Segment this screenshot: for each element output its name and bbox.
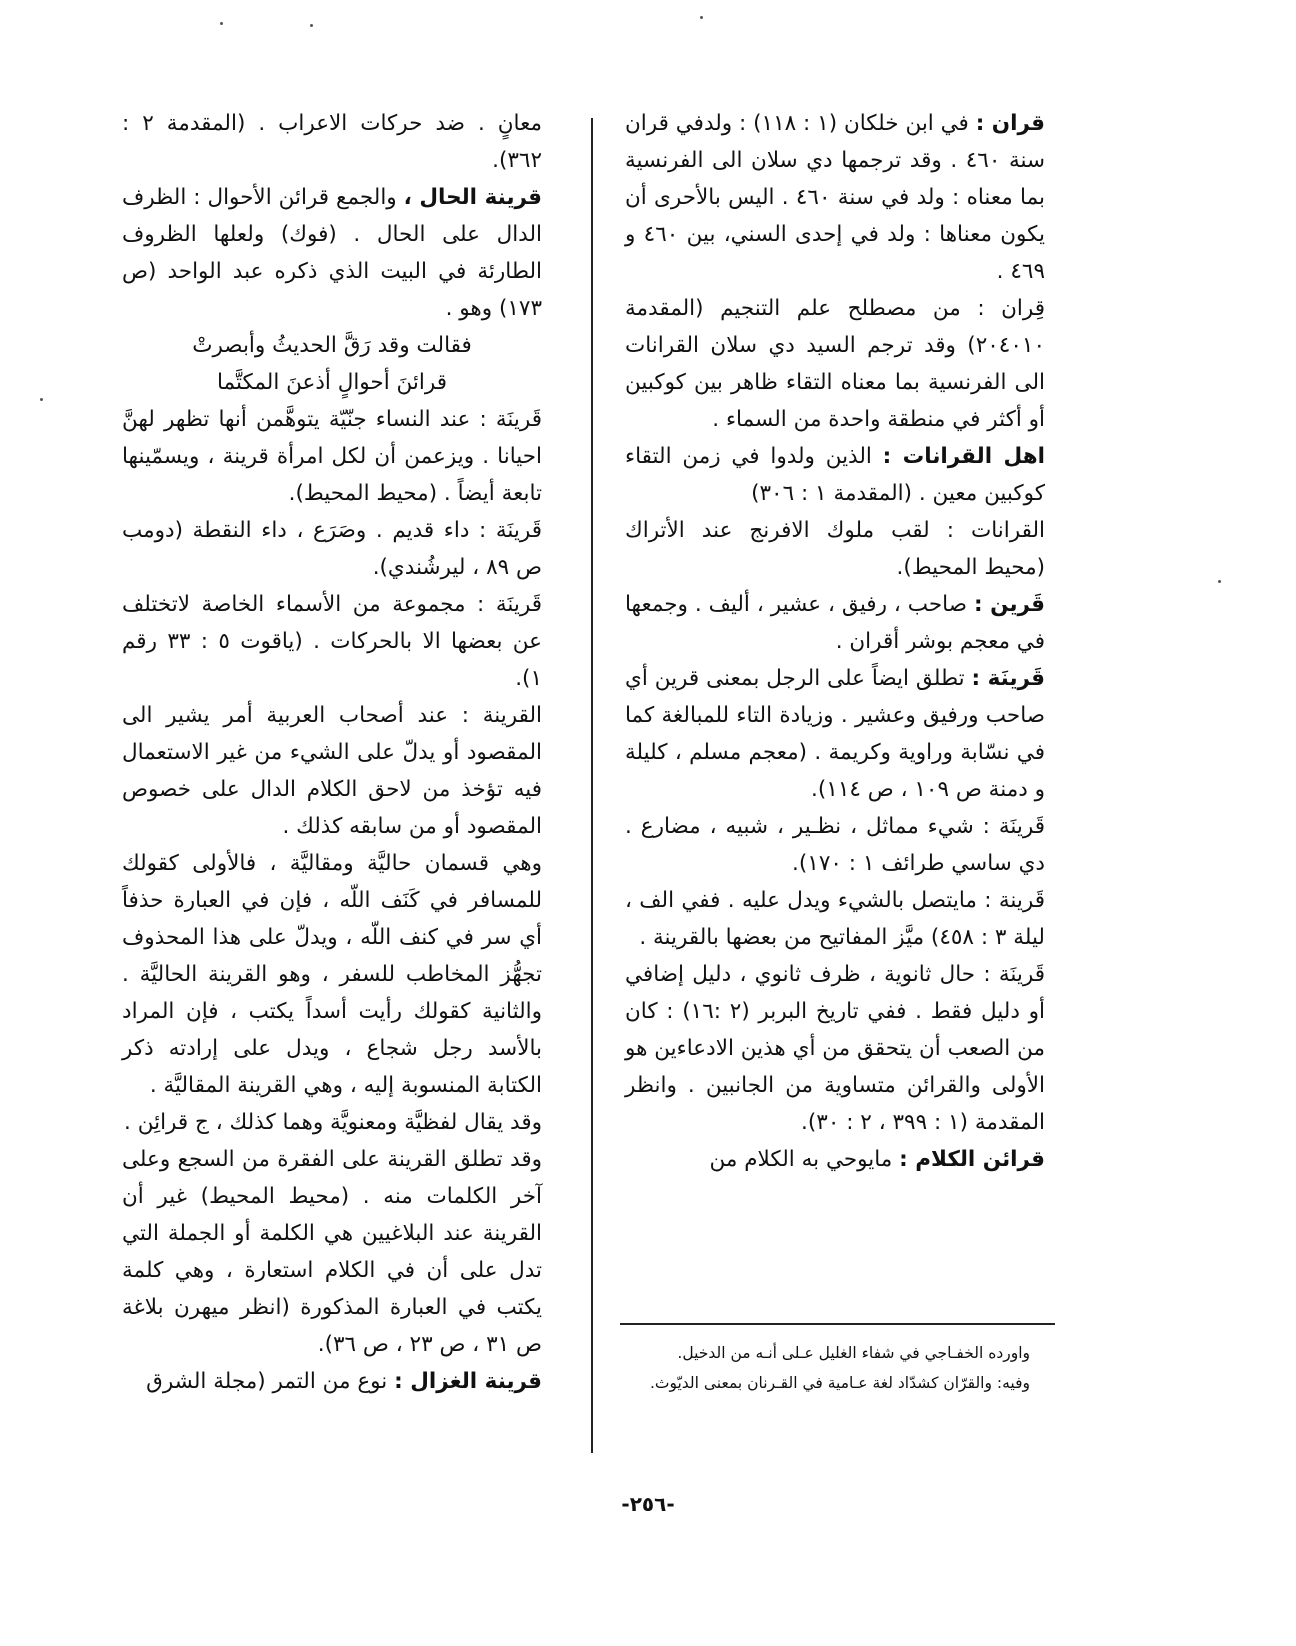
dictionary-entry — [625, 1141, 1045, 1178]
entry-text: قِران : من مصطلح علم التنجيم (المقدمة ٢٠٤٠١٠) وقد ترجم السيد دي سلان القرانات الى الفرنسية بما معناه التقاء ظاهر بين كوكبين أو أكثر في منطقة واحدة من السماء . — [625, 296, 1045, 432]
dictionary-entry — [625, 105, 1045, 290]
entry-text: معانٍ . ضد حركات الاعراب . (المقدمة ٢ : ٣٦٢). — [122, 111, 542, 173]
page-number: -٢٥٦- — [621, 1492, 675, 1516]
entry-text: الذين ولدوا في زمن التقاء كوكبين معين . (المقدمة ١ : ٣٠٦) — [625, 444, 1045, 506]
entry-text: وقد تطلق القرينة على الفقرة من السجع وعلى آخر الكلمات منه . (محيط المحيط) غير أن القرينة عند البلاغيين هي الكلمة أو الجملة التي تدل على أن في الكلام استعارة ، وهي كلمة يكتب في العبارة المذكورة (انظر ميهرن بلاغة ص ٣١ ، ص ٢٣ ، ص ٣٦). — [122, 1147, 542, 1357]
scan-speck — [700, 16, 703, 19]
entry-text: وهي قسمان حاليَّة ومقاليَّة ، فالأولى كقولك للمسافر في كَنَف اللّه ، فإن في العبارة حذفاً أي سر في كنف اللّه ، ويدلّ على هذا المحذوف تجهُّز المخاطب للسفر ، وهو القرينة الحاليَّة . والثانية كقولك رأيت أسداً يكتب ، فإن المراد بالأسد رجل شجاع ، ويدل على إرادته ذكر الكتابة المنسوبة إليه ، وهي القرينة المقاليَّة . — [122, 851, 542, 1098]
entry-text: قَرينَة : مجموعة من الأسماء الخاصة لاتختلف عن بعضها الا بالحركات . (ياقوت ٥ : ٣٣ رقم ١). — [122, 592, 542, 691]
poem-verse: قرائنَ أحوالٍ أذعنَ المكتَّما — [217, 370, 447, 395]
dictionary-entry — [122, 512, 542, 586]
entry-text: قَرينَة : عند النساء جنّيّة يتوهَّمن أنها تظهر لهنَّ احيانا . ويزعمن أن لكل امرأة قرينة ، ويسمّينها تابعة أيضاً . (محيط المحيط). — [122, 407, 542, 506]
dictionary-entry — [122, 697, 542, 845]
entry-text: وقد يقال لفظيَّة ومعنويَّة وهما كذلك ، ج قرائِن . — [124, 1110, 542, 1135]
dictionary-entry — [122, 586, 542, 697]
footnote-rule — [620, 1323, 1055, 1325]
entry-headword: اهل القرانات : — [882, 444, 1045, 469]
entry-headword: قَرينَة : — [971, 666, 1045, 691]
entry-text: تطلق ايضاً على الرجل بمعنى قرين أي صاحب ورفيق وعشير . وزيادة التاء للمبالغة كما في نسّابة وراوية وكريمة . (معجم مسلم ، كليلة و دمنة ص ١٠٩ ، ص ١١٤). — [625, 666, 1045, 802]
dictionary-entry — [122, 401, 542, 512]
entry-text: مايوحي به الكلام من — [709, 1147, 900, 1172]
entry-text: القرانات : لقب ملوك الافرنج عند الأتراك (محيط المحيط). — [625, 518, 1045, 580]
dictionary-entry — [625, 808, 1045, 882]
column-divider — [591, 118, 593, 1453]
footnote: واورده الخفـاجي في شفاء الغليل عـلى أنـه من الدخيل. — [677, 1344, 1030, 1362]
entry-headword: قرائن الكلام : — [899, 1147, 1045, 1172]
dictionary-entry — [122, 105, 542, 179]
right-column — [625, 105, 1045, 1178]
dictionary-entry — [122, 845, 542, 1104]
footnotes — [630, 1338, 1030, 1398]
dictionary-entry — [625, 882, 1045, 956]
entry-text: قَرينَة : داء قديم . وصَرَع ، داء النقطة (دومب ص ٨٩ ، ليرشُندي). — [122, 518, 542, 580]
entry-headword: قَرين : — [973, 592, 1045, 617]
dictionary-entry — [122, 1141, 542, 1363]
dictionary-entry — [625, 660, 1045, 808]
scan-speck — [310, 24, 313, 27]
dictionary-entry — [625, 512, 1045, 586]
entry-text: قَرينة : مايتصل بالشيء ويدل عليه . ففي الف ، ليلة ٣ : ٤٥٨) ميَّز المفاتيح من بعضها بالقرينة . — [625, 888, 1045, 950]
scan-speck — [40, 398, 43, 401]
entry-text: والجمع قرائن الأحوال : الظرف الدال على الحال . (فوك) ولعلها الظروف الطارئة في البيت الذي ذكره عبد الواحد (ص ١٧٣) وهو . — [122, 185, 542, 321]
dictionary-entry — [122, 179, 542, 327]
left-column — [122, 105, 542, 1400]
dictionary-entry — [625, 956, 1045, 1141]
entry-text: في ابن خلكان (١ : ١١٨) : ولدفي قران سنة ٤٦٠ . وقد ترجمها دي سلان الى الفرنسية بما معناه : ولد في سنة ٤٦٠ . اليس بالأحرى أن يكون معناها : ولد في إحدى السني، بين ٤٦٠ و ٤٦٩ . — [625, 111, 1045, 284]
entry-text: القرينة : عند أصحاب العربية أمر يشير الى المقصود أو يدلّ على الشيء من غير الاستعمال فيه تؤخذ من لاحق الكلام الدال على خصوص المقصود أو من سابقه كذلك . — [122, 703, 542, 839]
entry-text: صاحب ، رفيق ، عشير ، أليف . وجمعها في معجم بوشر أقران . — [625, 592, 1045, 654]
entry-text: قَرينَة : شيء مماثل ، نظـير ، شبيه ، مضارع . دي ساسي طرائف ١ : ١٧٠). — [625, 814, 1045, 876]
entry-headword: قرينة الغزال : — [394, 1369, 542, 1394]
entry-text: نوع من التمر (مجلة الشرق — [146, 1369, 395, 1394]
scan-speck — [220, 22, 223, 25]
dictionary-entry — [122, 1363, 542, 1400]
entry-headword: قران : — [975, 111, 1045, 136]
scan-speck — [1218, 580, 1221, 583]
footnote: وفيه: والقرّان كشدّاد لغة عـامية في القـرنان بمعنى الديّوث. — [649, 1374, 1030, 1392]
dictionary-entry — [625, 290, 1045, 438]
dictionary-entry — [625, 438, 1045, 512]
entry-headword: قرينة الحال ، — [403, 185, 542, 210]
dictionary-entry — [122, 1104, 542, 1141]
dictionary-entry — [625, 586, 1045, 660]
entry-text: قَرينَة : حال ثانوية ، ظرف ثانوي ، دليل إضافي أو دليل فقط . ففي تاريخ البربر (٢ :١٦) : كان من الصعب أن يتحقق من أي هذين الادعاءين هو الأولى والقرائن متساوية من الجانبين . وانظر المقدمة (١ : ٣٩٩ ، ٢ : ٣٠). — [625, 962, 1045, 1135]
poem-verse: فقالت وقد رَقَّ الحديثُ وأبصرتْ — [192, 333, 472, 358]
